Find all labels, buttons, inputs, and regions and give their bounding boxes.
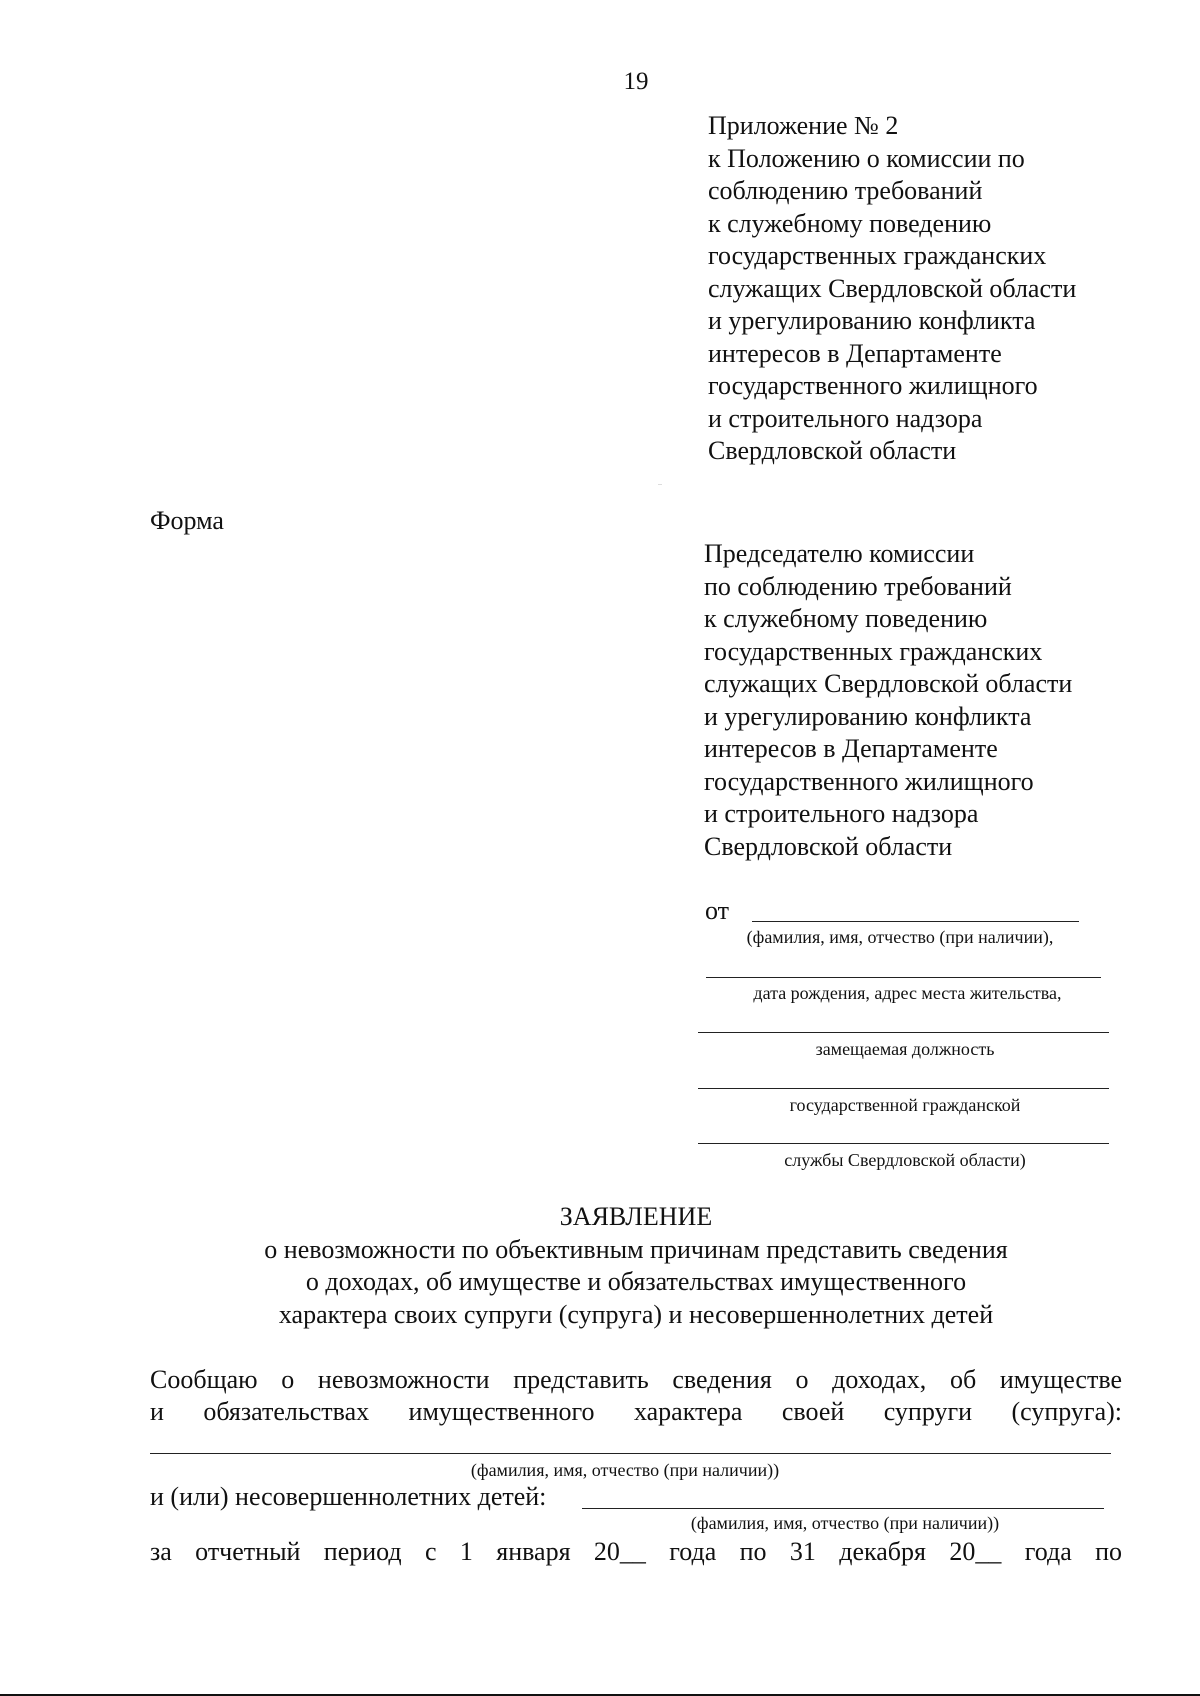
appendix-line: государственного жилищного bbox=[708, 371, 1038, 400]
appendix-line: интересов в Департаменте bbox=[708, 338, 1002, 368]
appendix-line: соблюдению требований bbox=[708, 176, 983, 205]
statement-heading bbox=[150, 1201, 1122, 1331]
appendix-line: и урегулированию конфликта bbox=[708, 306, 1036, 335]
sender-name-line[interactable] bbox=[752, 921, 1079, 922]
appendix-line: служащих Свердловской области bbox=[708, 273, 1077, 303]
reporting-period-line: за отчетный период с 1 января 20__ года по 31 декабря 20__ года по bbox=[150, 1537, 1122, 1566]
sender-caption-region: службы Свердловской области) bbox=[784, 1150, 1026, 1170]
addressee-line: государственных гражданских bbox=[704, 636, 1043, 666]
scan-speck bbox=[658, 484, 662, 485]
children-name-line[interactable] bbox=[582, 1508, 1104, 1509]
appendix-heading bbox=[708, 110, 1188, 468]
sender-region-line[interactable] bbox=[698, 1143, 1109, 1144]
appendix-line: Свердловской области bbox=[708, 436, 957, 465]
statement-subtitle-line: о невозможности по объективным причинам представить сведения bbox=[264, 1234, 1008, 1264]
statement-subtitle-line: характера своих супруги (супруга) и несовершеннолетних детей bbox=[278, 1299, 994, 1329]
addressee-line: по соблюдению требований bbox=[704, 571, 1012, 601]
addressee-line: Свердловской области bbox=[704, 831, 953, 861]
from-label: от bbox=[705, 896, 730, 925]
addressee-line: государственного жилищного bbox=[704, 766, 1034, 796]
spouse-caption: (фамилия, имя, отчество (при наличии)) bbox=[470, 1460, 780, 1480]
sender-birth-line[interactable] bbox=[706, 977, 1101, 978]
spouse-name-line[interactable] bbox=[150, 1453, 1111, 1454]
children-label: и (или) несовершеннолетних детей: bbox=[150, 1482, 547, 1511]
sender-caption-birth: дата рождения, адрес места жительства, bbox=[753, 983, 1062, 1003]
appendix-line: государственных гражданских bbox=[708, 241, 1047, 270]
addressee-line: и урегулированию конфликта bbox=[704, 701, 1032, 731]
sender-caption-position: замещаемая должность bbox=[815, 1039, 995, 1059]
statement-body-line: и обязательствах имущественного характера своей супруги (супруга): bbox=[150, 1397, 1122, 1426]
sender-caption-name: (фамилия, имя, отчество (при наличии), bbox=[746, 927, 1054, 947]
addressee-line: интересов в Департаменте bbox=[704, 734, 998, 763]
addressee-line: и строительного надзора bbox=[704, 799, 979, 828]
statement-title: ЗАЯВЛЕНИЕ bbox=[559, 1202, 713, 1231]
form-label: Форма bbox=[150, 506, 224, 535]
appendix-line: к служебному поведению bbox=[708, 208, 992, 238]
addressee-line: Председателю комиссии bbox=[704, 539, 975, 568]
children-caption: (фамилия, имя, отчество (при наличии)) bbox=[690, 1513, 1000, 1533]
page-number: 19 bbox=[623, 68, 649, 95]
addressee-line: к служебному поведению bbox=[704, 604, 988, 633]
statement-subtitle-line: о доходах, об имуществе и обязательствах имущественного bbox=[305, 1267, 967, 1296]
statement-body-line: Сообщаю о невозможности представить сведения о доходах, об имуществе bbox=[150, 1365, 1122, 1394]
sender-position-line[interactable] bbox=[698, 1032, 1109, 1033]
addressee-line: служащих Свердловской области bbox=[704, 669, 1073, 698]
addressee-block bbox=[704, 538, 1184, 863]
sender-service-line[interactable] bbox=[698, 1088, 1109, 1089]
appendix-line: и строительного надзора bbox=[708, 403, 983, 433]
appendix-line: к Положению о комиссии по bbox=[708, 143, 1025, 173]
sender-caption-service: государственной гражданской bbox=[789, 1095, 1021, 1115]
appendix-line: Приложение № 2 bbox=[708, 111, 899, 140]
